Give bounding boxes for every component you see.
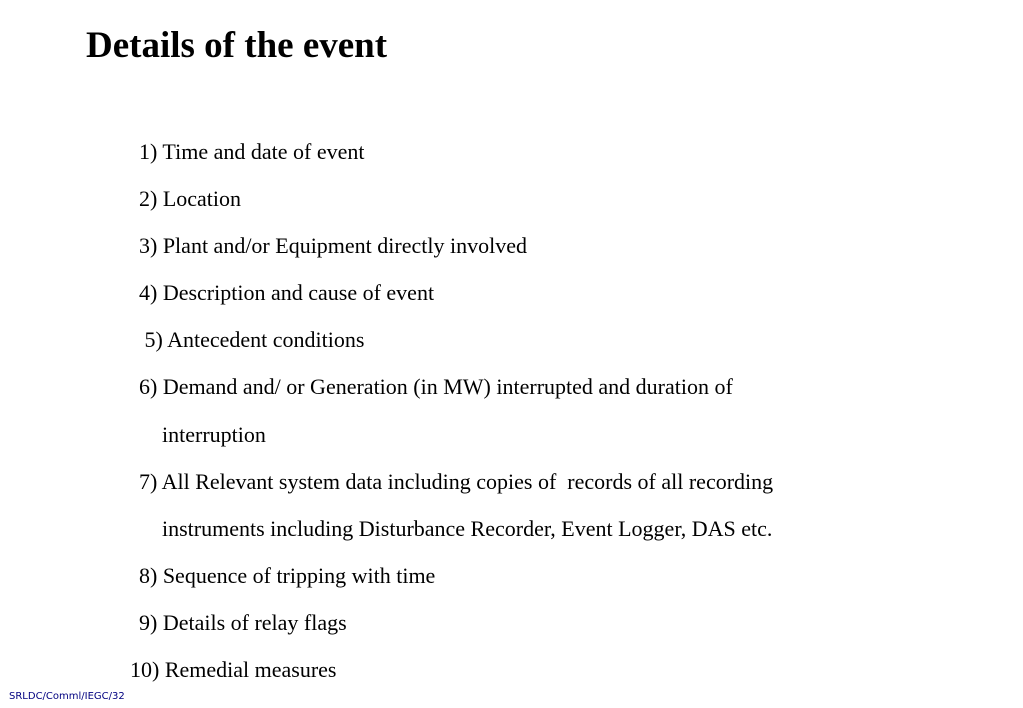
slide-footer: SRLDC/Comml/IEGC/32 bbox=[9, 691, 125, 702]
list-item: 2) Location bbox=[139, 186, 242, 211]
list-item: 6) Demand and/ or Generation (in MW) interrupted and duration of bbox=[139, 374, 733, 399]
list-item-continuation: interruption bbox=[162, 422, 266, 447]
list-item: 7) All Relevant system data including copies of records of all recording bbox=[139, 469, 774, 494]
page-title: Details of the event bbox=[86, 25, 388, 66]
list-item: 4) Description and cause of event bbox=[139, 280, 435, 305]
list-item: 8) Sequence of tripping with time bbox=[139, 563, 436, 588]
list-item-continuation: instruments including Disturbance Recorder, Event Logger, DAS etc. bbox=[162, 516, 773, 541]
list-item: 10) Remedial measures bbox=[130, 657, 337, 682]
list-item: 1) Time and date of event bbox=[139, 139, 365, 164]
list-item: 9) Details of relay flags bbox=[139, 610, 347, 635]
list-item: 3) Plant and/or Equipment directly involved bbox=[139, 233, 527, 258]
list-item: 5) Antecedent conditions bbox=[139, 327, 365, 352]
